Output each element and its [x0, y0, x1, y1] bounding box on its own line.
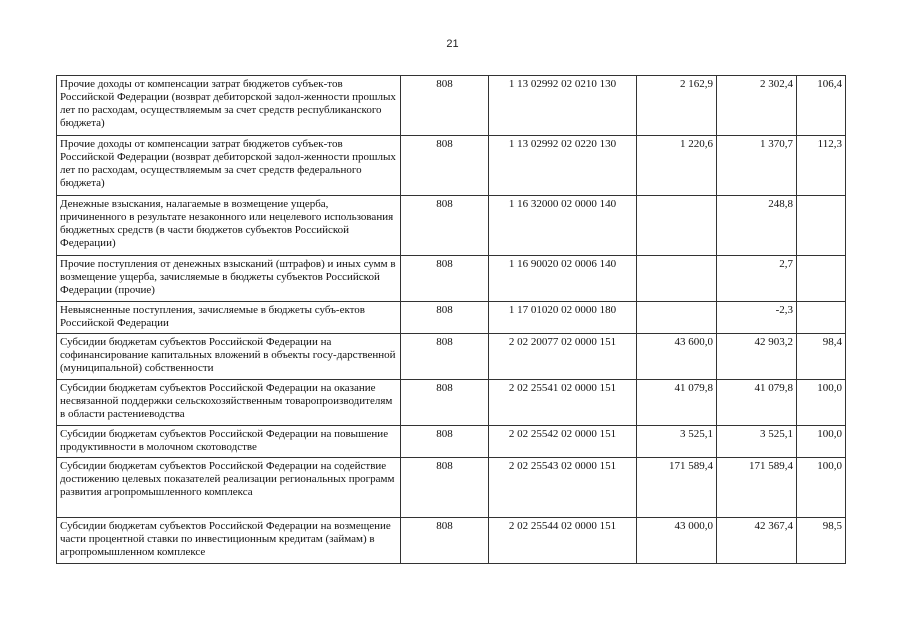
income-name-cell: Субсидии бюджетам субъектов Российской Федерации на оказание несвязанной поддержки сельскохозяйственным товаропроизводителям в области растениеводства [57, 380, 401, 426]
percent-cell: 100,0 [797, 458, 846, 518]
income-name-cell: Субсидии бюджетам субъектов Российской Федерации на содействие достижению целевых показателей реализации региональных программ развития агропромышленного комплекса [57, 458, 401, 518]
percent-cell [797, 256, 846, 302]
actual-value-cell: 248,8 [717, 196, 797, 256]
budget-income-table [56, 75, 846, 564]
budget-code-cell: 1 16 90020 02 0006 140 [489, 256, 637, 302]
plan-value-cell: 43 600,0 [637, 334, 717, 380]
table-row [57, 380, 846, 426]
actual-value-cell: -2,3 [717, 302, 797, 334]
plan-value-cell: 171 589,4 [637, 458, 717, 518]
admin-code-cell: 808 [401, 196, 489, 256]
table-row [57, 76, 846, 136]
table-row [57, 136, 846, 196]
admin-code-cell: 808 [401, 426, 489, 458]
actual-value-cell: 41 079,8 [717, 380, 797, 426]
income-name-cell: Прочие поступления от денежных взысканий (штрафов) и иных сумм в возмещение ущерба, зачисляемые в бюджеты субъектов Российской Федерации (прочие) [57, 256, 401, 302]
table-row [57, 518, 846, 564]
percent-cell: 100,0 [797, 380, 846, 426]
plan-value-cell: 41 079,8 [637, 380, 717, 426]
plan-value-cell: 43 000,0 [637, 518, 717, 564]
budget-code-cell: 2 02 20077 02 0000 151 [489, 334, 637, 380]
admin-code-cell: 808 [401, 256, 489, 302]
budget-code-cell: 2 02 25543 02 0000 151 [489, 458, 637, 518]
admin-code-cell: 808 [401, 458, 489, 518]
percent-cell: 98,5 [797, 518, 846, 564]
admin-code-cell: 808 [401, 136, 489, 196]
actual-value-cell: 2,7 [717, 256, 797, 302]
plan-value-cell [637, 256, 717, 302]
plan-value-cell: 2 162,9 [637, 76, 717, 136]
income-name-cell: Субсидии бюджетам субъектов Российской Федерации на повышение продуктивности в молочном скотоводстве [57, 426, 401, 458]
income-name-cell: Невыясненные поступления, зачисляемые в бюджеты субъ-ектов Российской Федерации [57, 302, 401, 334]
budget-code-cell: 2 02 25541 02 0000 151 [489, 380, 637, 426]
table-row [57, 334, 846, 380]
budget-code-cell: 2 02 25542 02 0000 151 [489, 426, 637, 458]
plan-value-cell: 3 525,1 [637, 426, 717, 458]
table-row [57, 458, 846, 518]
income-name-cell: Прочие доходы от компенсации затрат бюджетов субъек-тов Российской Федерации (возврат дебиторской задол-женности прошлых лет по расходам, осуществляемым за счет средств федерального бюджета) [57, 136, 401, 196]
admin-code-cell: 808 [401, 302, 489, 334]
budget-code-cell: 1 13 02992 02 0210 130 [489, 76, 637, 136]
budget-code-cell: 1 16 32000 02 0000 140 [489, 196, 637, 256]
admin-code-cell: 808 [401, 334, 489, 380]
page-number: 21 [446, 38, 459, 50]
table-row [57, 256, 846, 302]
percent-cell: 106,4 [797, 76, 846, 136]
table-row [57, 196, 846, 256]
table-row [57, 302, 846, 334]
admin-code-cell: 808 [401, 518, 489, 564]
actual-value-cell: 3 525,1 [717, 426, 797, 458]
actual-value-cell: 42 367,4 [717, 518, 797, 564]
income-name-cell: Субсидии бюджетам субъектов Российской Федерации на софинансирование капитальных вложений в объекты госу-дарственной (муниципальной) собственности [57, 334, 401, 380]
percent-cell: 100,0 [797, 426, 846, 458]
admin-code-cell: 808 [401, 76, 489, 136]
plan-value-cell [637, 302, 717, 334]
budget-code-cell: 2 02 25544 02 0000 151 [489, 518, 637, 564]
plan-value-cell: 1 220,6 [637, 136, 717, 196]
percent-cell: 98,4 [797, 334, 846, 380]
income-name-cell: Прочие доходы от компенсации затрат бюджетов субъек-тов Российской Федерации (возврат дебиторской задол-женности прошлых лет по расходам, осуществляемым за счет средств республиканского бюджета) [57, 76, 401, 136]
percent-cell [797, 302, 846, 334]
income-name-cell: Денежные взыскания, налагаемые в возмещение ущерба, причиненного в результате незаконного или нецелевого использования бюджетных средств (в части бюджетов субъектов Российской Федерации) [57, 196, 401, 256]
actual-value-cell: 42 903,2 [717, 334, 797, 380]
percent-cell: 112,3 [797, 136, 846, 196]
table-row [57, 426, 846, 458]
budget-code-cell: 1 13 02992 02 0220 130 [489, 136, 637, 196]
percent-cell [797, 196, 846, 256]
actual-value-cell: 1 370,7 [717, 136, 797, 196]
actual-value-cell: 2 302,4 [717, 76, 797, 136]
income-name-cell: Субсидии бюджетам субъектов Российской Федерации на возмещение части процентной ставки по инвестиционным кредитам (займам) в агропромышленном комплексе [57, 518, 401, 564]
budget-code-cell: 1 17 01020 02 0000 180 [489, 302, 637, 334]
admin-code-cell: 808 [401, 380, 489, 426]
actual-value-cell: 171 589,4 [717, 458, 797, 518]
plan-value-cell [637, 196, 717, 256]
